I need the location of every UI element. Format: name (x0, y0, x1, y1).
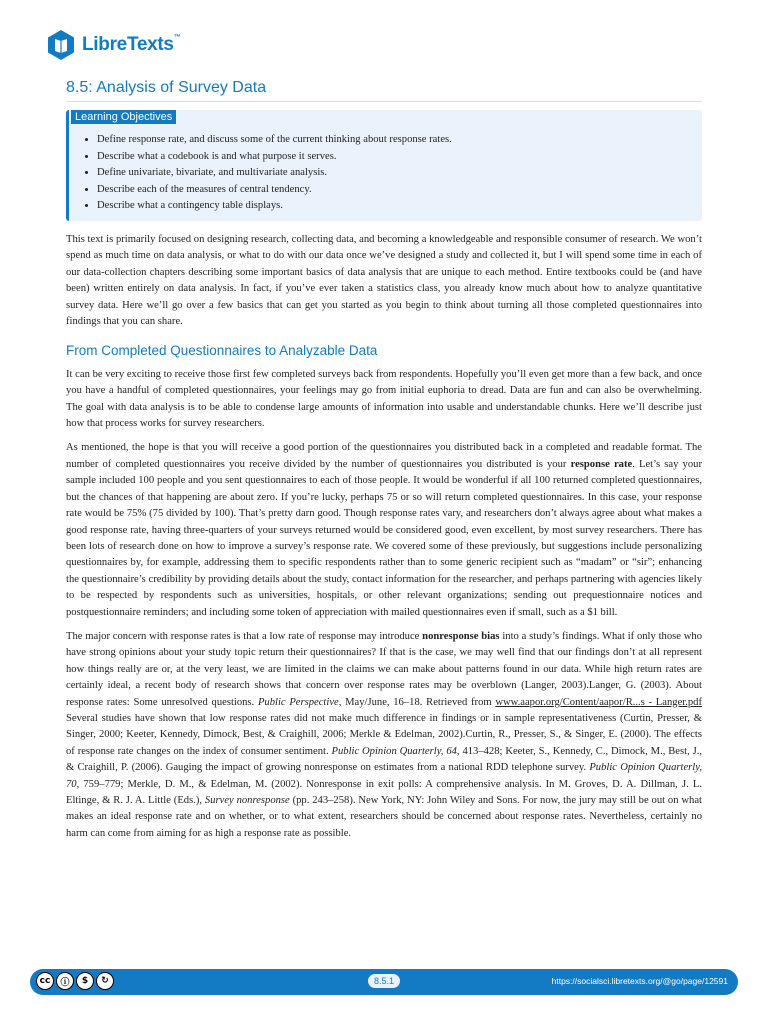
sharealike-icon: ↻ (96, 972, 114, 990)
langer-pdf-link[interactable]: www.aapor.org/Content/aapor/R...s - Langer.pdf (495, 696, 702, 708)
brand-name: LibreTexts™ (82, 34, 181, 55)
objective-item: • Describe what a contingency table displays. (97, 198, 452, 215)
term-response-rate: response rate (570, 458, 633, 470)
page-title: 8.5: Analysis of Survey Data (66, 79, 702, 102)
noncommercial-icon: $ (76, 972, 94, 990)
intro-paragraph: This text is primarily focused on designing research, collecting data, and becoming a knowledgeable and responsible consumer of research. We won’t spend as much time on data analysis, or what to do with our data once we’ve designed a study and collected it, but I will spend some time in each of our data-collection chapters describing some important basics of data analysis that are unique to each method. Entire textbooks could be (and have been) written entirely on data analysis. In fact, if you’ve ever taken a statistics class, you already know much about how to analyze quantitative survey data. Here we’ll go over a few basics that can get you started as you begin to think about turning all those completed questionnaires into findings that you can share. (66, 234, 702, 328)
libretexts-logo-icon (46, 29, 76, 61)
page-footer (30, 969, 738, 995)
cc-license-badge[interactable] (36, 972, 114, 990)
by-attribution-icon: ⓘ (56, 972, 74, 990)
objective-item: • Describe what a codebook is and what purpose it serves. (97, 149, 452, 166)
page-number: 8.5.1 (368, 974, 400, 988)
learning-objectives-box (66, 110, 702, 221)
paragraph-completed-surveys: It can be very exciting to receive those first few completed surveys back from respondents. Hopefully you’ll even get more than a few back, and once you have a handful of completed questionnaires, your feelings may go from initial euphoria to dread. Data are fun and can also be overwhelming. The goal with data analysis is to be able to condense large amounts of information into usable and understandable chunks. Here we’ll describe just how that process works for survey researchers. (66, 368, 702, 430)
objective-item: • Define response rate, and discuss some of the current thinking about response rates. (97, 132, 452, 149)
term-nonresponse-bias: nonresponse bias (422, 630, 500, 642)
paragraph-response-rate: As mentioned, the hope is that you will receive a good portion of the questionnaires you distributed back in a completed and readable format. The number of completed questionnaires you receive divided by the number of questionnaires you distributed is your response rate. Let’s say your sample included 100 people and you sent questionnaires to each of those people. It would be wonderful if all 100 returned completed questionnaires, but the chances of that happening are about zero. If you’re lucky, perhaps 75 or so will return completed questionnaires. In this case, your response rate would be 75% (75 divided by 100). That’s pretty darn good. Though response rates vary, and researchers don’t always agree about what makes a good response rate, having three-quarters of your surveys returned would be considered good, even excellent, by most survey researchers. There has been lots of research done on how to improve a survey’s response rate. We covered some of these previously, but suggestions include personalizing questionnaires by, for example, addressing them to specific respondents rather than to some generic recipient such as “madam” or “sir”; enhancing the questionnaire’s credibility by providing details about the study, contact information for the researcher, and perhaps partnering with agencies likely to be respected by respondents such as universities, hospitals, or other relevant organizations; sending out prequestionnaire notices and postquestionnaire reminders; and including some token of appreciation with mailed questionnaires even if small, such as a $1 bill. (66, 442, 702, 618)
objectives-list (77, 132, 452, 215)
objective-item: • Describe each of the measures of central tendency. (97, 182, 452, 199)
paragraph-nonresponse-bias: The major concern with response rates is that a low rate of response may introduce nonresponse bias into a study’s findings. What if only those who have strong opinions about your study topic return their questionnaires? If that is the case, we may well find that our findings don’t at all represent how things really are or, at the very least, we are limited in the claims we can make about patterns found in our data. While high return rates are certainly ideal, a recent body of research shows that concern over response rates may be overblown (Langer, 2003).Langer, G. (2003). About response rates: Some unresolved questions. Public Perspective, May/June, 16–18. Retrieved from www.aapor.org/Content/aapor/R...s - Langer.pdf Several studies have shown that low response rates did not make much difference in findings or in sample representativeness (Curtin, Presser, & Singer, 2000; Keeter, Kennedy, Dimock, Best, & Craighill, 2006; Merkle & Edelman, 2002).Curtin, R., Presser, S., & Singer, E. (2000). The effects of response rate changes on the index of consumer sentiment. Public Opinion Quarterly, 64, 413–428; Keeter, S., Kennedy, C., Dimock, M., Best, J., & Craighill, P. (2006). Gauging the impact of growing nonresponse on estimates from a national RDD telephone survey. Public Opinion Quarterly, 70, 759–779; Merkle, D. M., & Edelman, M. (2002). Nonresponse in exit polls: A comprehensive analysis. In M. Groves, D. A. Dillman, J. L. Eltinge, & R. J. A. Little (Eds.), Survey nonresponse (pp. 243–258). New York, NY: John Wiley and Sons. For now, the jury may still be out on what makes an ideal response rate and on whether, or to what extent, researchers should be concerned about response rates. Nevertheless, certainly no harm can come from aiming for as high a response rate as possible. (66, 630, 703, 839)
section-heading: From Completed Questionnaires to Analyzable Data (66, 343, 378, 359)
main-content (66, 232, 702, 850)
objective-item: • Define univariate, bivariate, and multivariate analysis. (97, 165, 452, 182)
libretexts-logo[interactable] (46, 28, 180, 62)
page-url[interactable]: https://socialsci.libretexts.org/@go/page/12591 (551, 976, 728, 986)
cc-icon: cc (36, 972, 54, 990)
learning-objectives-header: Learning Objectives (71, 110, 176, 124)
